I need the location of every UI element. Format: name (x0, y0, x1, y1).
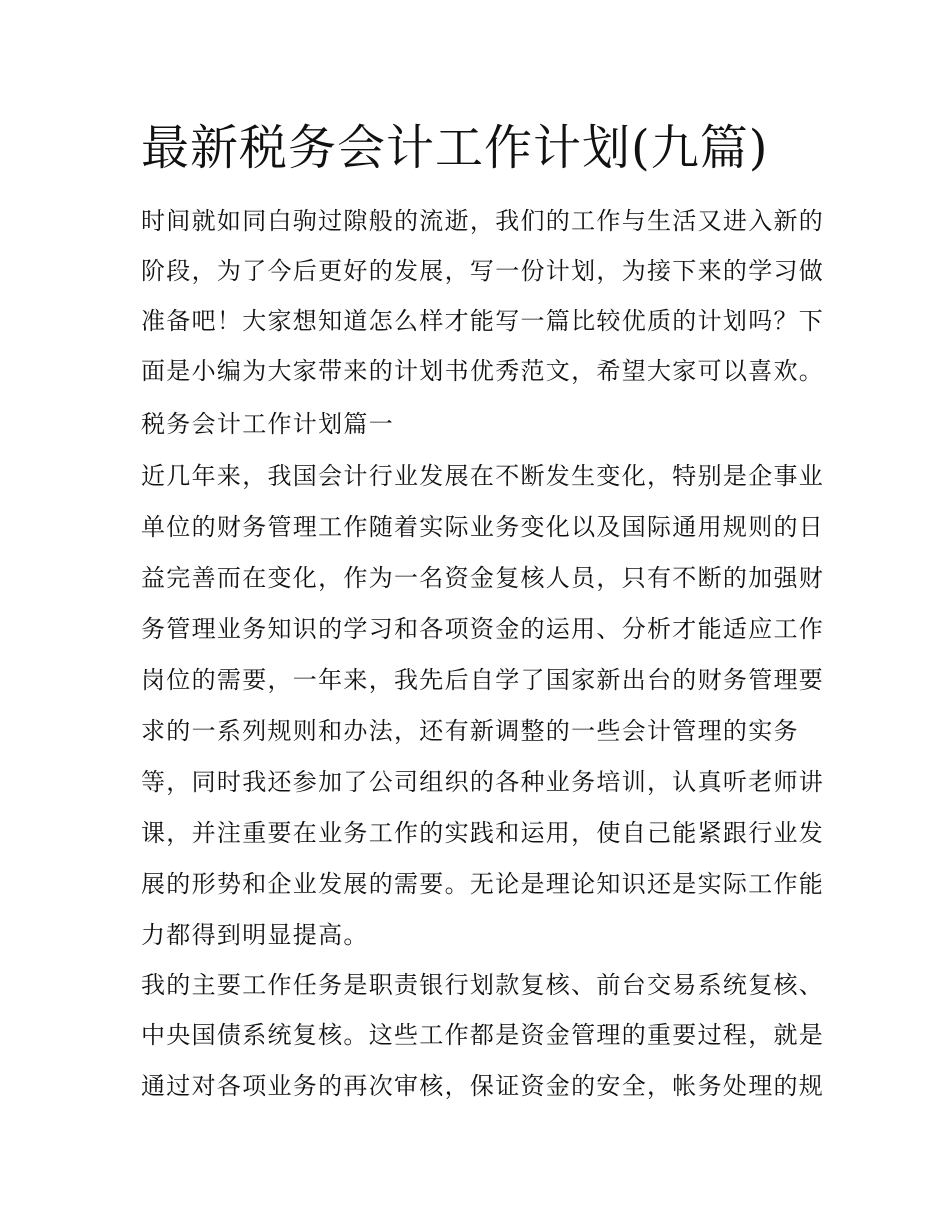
text-line: 近几年来，我国会计行业发展在不断发生变化，特别是企事业 (141, 462, 825, 490)
text-line: 益完善而在变化，作为一名资金复核人员，只有不断的加强财 (141, 564, 825, 592)
text-line: 求的一系列规则和办法，还有新调整的一些会计管理的实务 (141, 717, 799, 745)
section-heading: 税务会计工作计划篇一 (141, 410, 394, 438)
text-line: 我的主要工作任务是职责银行划款复核、前台交易系统复核、 (141, 971, 825, 999)
text-line: 时间就如同白驹过隙般的流逝，我们的工作与生活又进入新的 (141, 207, 825, 235)
page-title: 最新税务会计工作计划(九篇) (141, 120, 769, 176)
text-line: 阶段，为了今后更好的发展，写一份计划，为接下来的学习做 (141, 257, 825, 285)
text-line: 面是小编为大家带来的计划书优秀范文，希望大家可以喜欢。 (141, 357, 825, 385)
text-line: 中央国债系统复核。这些工作都是资金管理的重要过程，就是 (141, 1021, 825, 1049)
text-line: 务管理业务知识的学习和各项资金的运用、分析才能适应工作 (141, 615, 825, 643)
text-line: 力都得到明显提高。 (141, 921, 369, 949)
text-line: 展的形势和企业发展的需要。无论是理论知识还是实际工作能 (141, 870, 825, 898)
text-line: 通过对各项业务的再次审核，保证资金的安全，帐务处理的规 (141, 1072, 825, 1100)
text-line: 课，并注重要在业务工作的实践和运用，使自己能紧跟行业发 (141, 819, 825, 847)
text-line: 等，同时我还参加了公司组织的各种业务培训，认真听老师讲 (141, 768, 825, 796)
text-line: 岗位的需要，一年来，我先后自学了国家新出台的财务管理要 (141, 666, 825, 694)
text-line: 单位的财务管理工作随着实际业务变化以及国际通用规则的日 (141, 513, 825, 541)
text-line: 准备吧！大家想知道怎么样才能写一篇比较优质的计划吗？下 (141, 307, 825, 335)
